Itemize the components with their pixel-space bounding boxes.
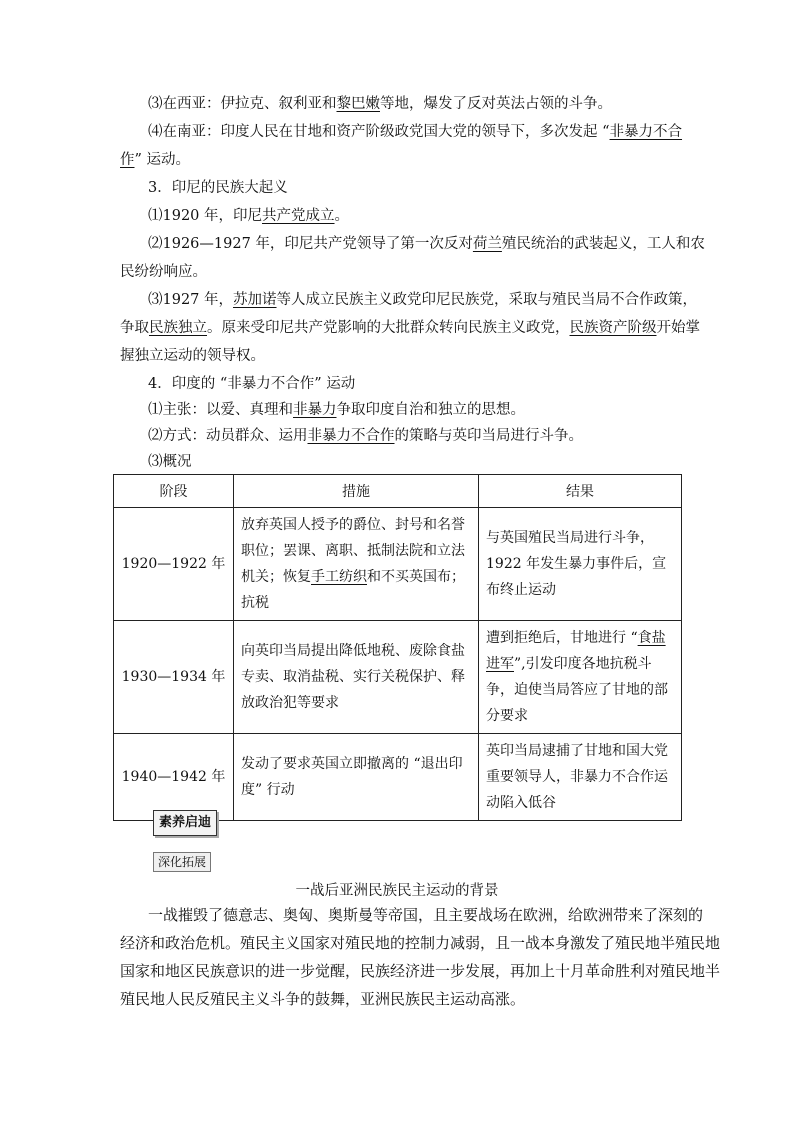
stage-cell: 1940—1942 年	[114, 734, 234, 821]
underlined-term: 食盐进军	[486, 630, 666, 672]
text: 向英印当局提出降低地税、废除食盐专卖、取消盐税、实行关税保护、释放政治犯等要求	[241, 643, 465, 711]
south-asia-item-cont	[120, 150, 190, 170]
underlined-term: 手工纺织	[311, 569, 367, 585]
table-row	[114, 734, 682, 821]
india-item-1	[148, 400, 525, 420]
extension-paragraph-line: 经济和政治危机。殖民主义国家对殖民地的控制力减弱，且一战本身激发了殖民地半殖民地	[120, 934, 721, 952]
indonesia-item-1	[148, 206, 349, 226]
text: 英印当局逮捕了甘地和国大党重要领导人，非暴力不合作运动陷入低谷	[486, 743, 668, 811]
underlined-term: 非暴力	[293, 402, 337, 418]
text: ⑵方式：动员群众、运用	[148, 428, 308, 444]
text: 等地，爆发了反对英法占领的斗争。	[380, 96, 612, 112]
underlined-term: 非暴力不合作	[307, 428, 395, 444]
extension-title: 一战后亚洲民族民主运动的背景	[295, 883, 499, 899]
table-row	[114, 508, 682, 621]
table-header-row	[114, 475, 682, 508]
india-item-2	[148, 426, 583, 446]
column-header: 阶段	[114, 475, 234, 508]
text: ⑷在南亚：印度人民在甘地和资产阶级政党国大党的领导下，多次发起 “	[148, 124, 610, 140]
text: 争取印度自治和独立的思想。	[336, 402, 525, 418]
extension-paragraph-line: 殖民地人民反殖民主义斗争的鼓舞，亚洲民族民主运动高涨。	[120, 990, 526, 1008]
text: 等人成立民族主义政党印尼民族党，采取与殖民当局不合作政策，	[276, 292, 698, 308]
column-header: 措施	[234, 475, 479, 508]
measures-cell	[234, 621, 479, 734]
overview-table	[113, 474, 682, 821]
indonesia-item-3-cont2: 握独立运动的领导权。	[120, 348, 265, 364]
extension-paragraph-line: 国家和地区民族意识的进一步觉醒，民族经济进一步发展，再加上十月革命胜利对殖民地半	[120, 962, 721, 980]
india-heading: 4．印度的 “非暴力不合作” 运动	[148, 376, 356, 392]
india-item-3: ⑶概况	[148, 454, 192, 470]
underlined-term: 民族资产阶级	[569, 320, 657, 336]
text: 。原来受印尼共产党影响的大批群众转向民族主义政党，	[207, 320, 570, 336]
text: ⑴1920 年，印尼	[148, 208, 263, 224]
extension-paragraph-line: 一战摧毁了德意志、奥匈、奥斯曼等帝国，且主要战场在欧洲，给欧洲带来了深刻的	[148, 906, 704, 924]
text: ” 运动。	[134, 152, 191, 168]
text: 发动了要求英国立即撤离的 “退出印度” 行动	[241, 756, 463, 798]
table-row	[114, 621, 682, 734]
underlined-term: 苏加诺	[233, 292, 277, 308]
south-asia-item	[148, 122, 682, 142]
literacy-badge: 素养启迪	[153, 810, 217, 836]
text: 与英国殖民当局进行斗争，1922 年发生暴力事件后，宣布终止运动	[486, 530, 667, 598]
extension-badge: 深化拓展	[153, 852, 211, 872]
indonesia-item-2-cont: 民纷纷响应。	[120, 264, 207, 280]
indonesia-item-2	[148, 234, 705, 254]
underlined-term: 共产党成立	[262, 208, 335, 224]
text: ”,引发印度各地抗税斗争，迫使当局答应了甘地的部分要求	[486, 656, 668, 724]
stage-cell: 1930—1934 年	[114, 621, 234, 734]
text: ⑶在西亚：伊拉克、叙利亚和	[148, 96, 337, 112]
text: 争取	[120, 320, 149, 336]
text: ⑶1927 年，	[148, 292, 234, 308]
west-asia-item	[148, 94, 612, 114]
text: 遭到拒绝后，甘地进行 “	[486, 630, 638, 646]
measures-cell	[234, 734, 479, 821]
indonesia-item-3	[148, 290, 697, 310]
underlined-term: 非暴力不合	[609, 124, 683, 140]
text: 放弃英国人授予的爵位、封号和名誉职位；罢课、离职、抵制法院和立法机关；恢复	[241, 517, 465, 585]
measures-cell	[234, 508, 479, 621]
underlined-term: 民族独立	[149, 320, 207, 336]
indonesia-item-3-cont	[120, 318, 700, 338]
underlined-term: 作	[120, 152, 135, 168]
text: 殖民统治的武装起义，工人和农	[501, 236, 705, 252]
underlined-term: 荷兰	[472, 236, 502, 252]
result-cell	[479, 734, 682, 821]
result-cell	[479, 508, 682, 621]
text: 和不买英国布；抗税	[241, 569, 465, 611]
indonesia-heading: 3．印尼的民族大起义	[148, 180, 288, 196]
text: 的策略与英印当局进行斗争。	[394, 428, 583, 444]
stage-cell: 1920—1922 年	[114, 508, 234, 621]
column-header: 结果	[479, 475, 682, 508]
text: 。	[334, 208, 350, 224]
text: ⑵1926—1927 年，印尼共产党领导了第一次反对	[148, 236, 473, 252]
text: ⑴主张：以爱、真理和	[148, 402, 293, 418]
text: 开始掌	[656, 320, 700, 336]
result-cell	[479, 621, 682, 734]
underlined-term: 黎巴嫩	[336, 96, 380, 112]
